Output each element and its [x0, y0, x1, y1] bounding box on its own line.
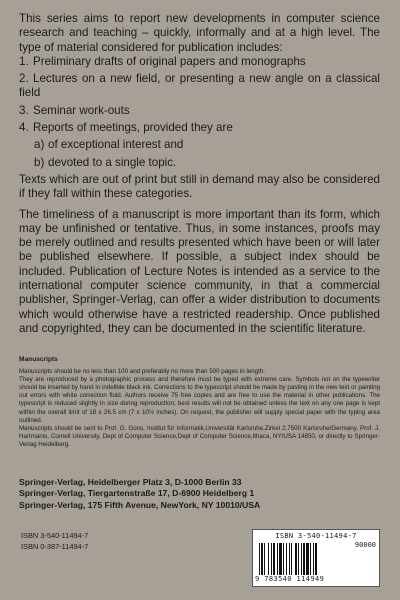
- publisher-addresses: [19, 477, 380, 511]
- publisher-heidelberg: Springer-Verlag, Tiergartenstraße 17, D-6900 Heidelberg 1: [19, 488, 255, 499]
- barcode-icon: [257, 543, 347, 575]
- list-item: 1. Preliminary drafts of original papers and monographs: [19, 54, 306, 68]
- intro-lead: This series aims to report new developments in computer science research and teaching – quickly, informally and at a high level. The type of material considered for publication includes:: [19, 12, 380, 54]
- list-item: 4. Reports of meetings, provided they are: [19, 121, 233, 135]
- manuscripts-heading: Manuscripts: [19, 356, 58, 363]
- publisher-newyork: Springer-Verlag, 175 Fifth Avenue, NewYork, NY 10010/USA: [19, 499, 261, 510]
- isbn-block: [21, 530, 88, 552]
- publisher-berlin: Springer-Verlag, Heidelberger Platz 3, D-1000 Berlin 33: [19, 477, 242, 487]
- meeting-conditions-list: [19, 138, 380, 170]
- series-description: [19, 12, 380, 336]
- isbn-german: ISBN 3-540-11494-7: [21, 531, 89, 540]
- manuscripts-length: Manuscripts should be no less than 100 and preferably no more than 500 pages in length.: [19, 368, 265, 376]
- out-of-print-paragraph: Texts which are out of print but still in demand may also be considered if they fall within these categories.: [19, 172, 380, 201]
- list-item: a) of exceptional interest and: [34, 138, 184, 152]
- manuscripts-section: [19, 356, 380, 449]
- list-item: b) devoted to a single topic.: [34, 155, 177, 169]
- manuscripts-instructions: They are reproduced by a photographic process and therefore must be typed with extreme care. Symbols not on the typewriter should be inserted by hand in indelible black ink. Corrections to the typescript should be made by pasting in the new text or painting out errors with white correction fluid. Authors receive 75 free copies and are free to use the material in other publications. The typescript is reduced slightly in size during reproduction; best results will not be obtained unless the text on any one page is kept within the overall limit of 18 x 26.5 cm (7 x 10½ inches). On request, the publisher will supply special paper with the typing area outlined.: [19, 376, 380, 424]
- barcode-price-code: 90000: [354, 541, 376, 549]
- barcode-label: [252, 529, 380, 587]
- timeliness-paragraph: The timeliness of a manuscript is more important than its form, which may be unfinished or tentative. Thus, in some instances, proofs may be merely outlined and results presented which have been or will later be published elsewhere. If possible, a subject index should be included. Publication of Lecture Notes is intended as a service to the international computer science community, in that a commercial publisher, Springer-Verlag, can offer a wider distribution to documents which would otherwise have a restricted readership. Once published and copyrighted, they can be documented in the scientific literature.: [19, 207, 380, 335]
- material-list: [19, 55, 380, 135]
- manuscripts-address: Manuscripts should be sent to Prof. G. Goos, Institut für Informatik,Universität Karlsruhe,Zirkel 2,7500 Karlsruhe/Germany, Prof. J. Hartmanis, Cornell University, Dept of Computer Science,Dept of Computer Science,Ithaca, NY/USA 14850, or directly to Springer-Verlag Heidelberg.: [19, 424, 380, 448]
- barcode-isbn: ISBN 3-540-11494-7: [275, 532, 357, 540]
- list-item: 2. Lectures on a new field, or presenting a new angle on a classical field: [19, 72, 380, 100]
- list-item: 3. Seminar work-outs: [19, 103, 130, 117]
- isbn-us: ISBN 0-387-11494-7: [21, 542, 89, 551]
- barcode-digits: 9 783540 114949: [255, 575, 325, 583]
